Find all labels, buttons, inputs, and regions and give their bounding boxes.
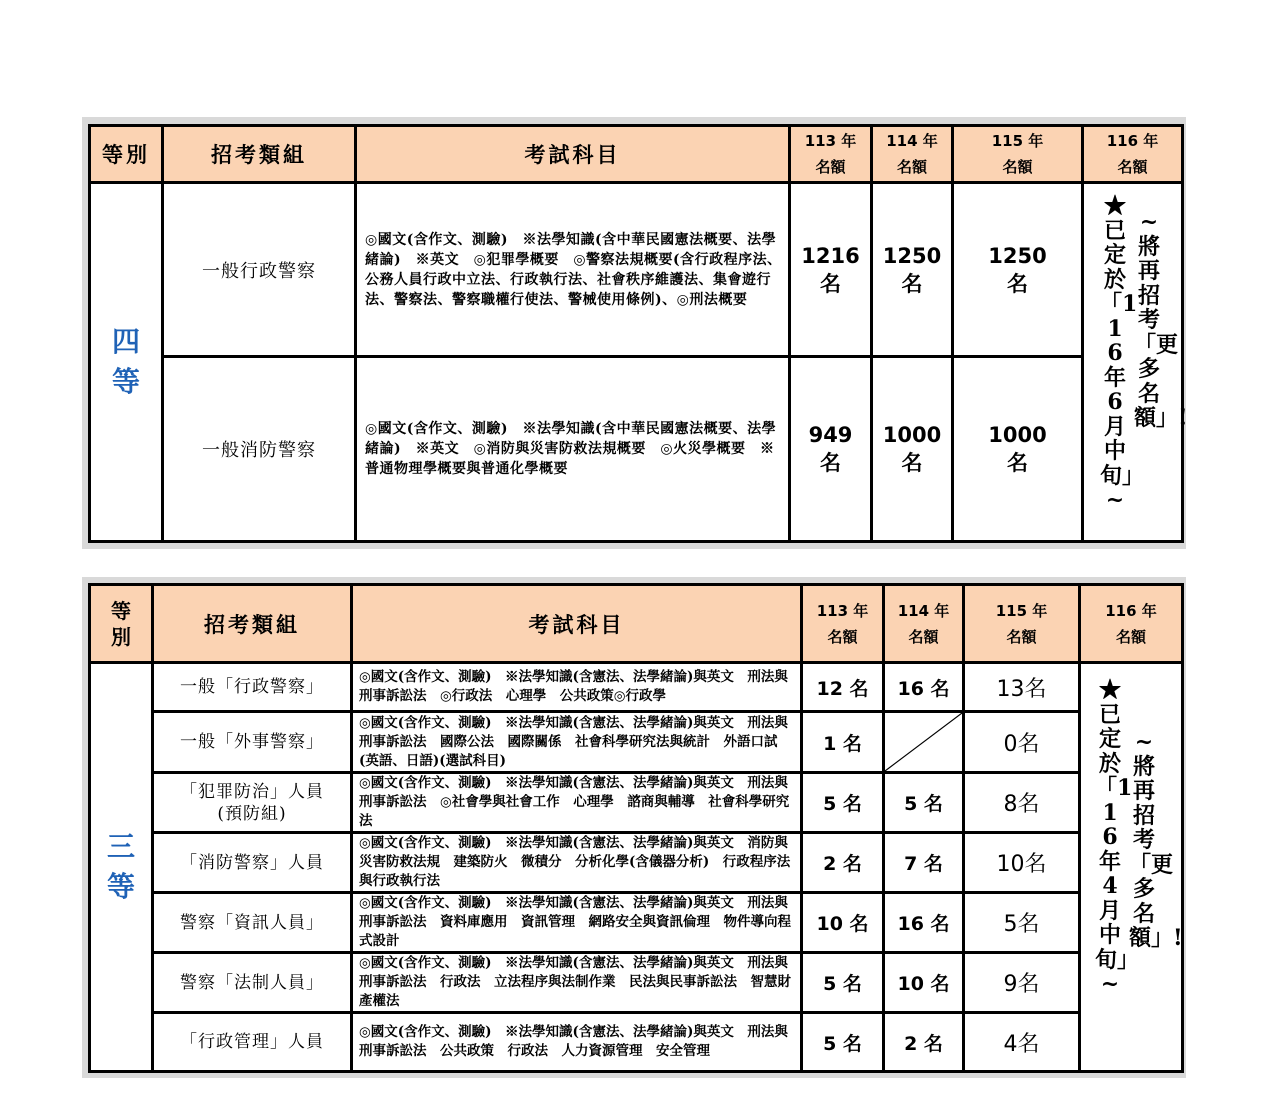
quota-113: 2 名	[802, 833, 884, 893]
quota-113: 5 名	[802, 953, 884, 1013]
subjects-cell: ◎國文(含作文、測驗) ※法學知識(含中華民國憲法概要、法學緒論) ※英文 ◎犯罪學概要 ◎警察法規概要(含行政程序法、公務人員行政中立法、行政執行法、社會秩序維護法、集會遊行法、警察法、警察職權行使法、警械使用條例)、◎刑法概要	[356, 183, 790, 357]
quota-115: 1000 名	[953, 357, 1083, 542]
quota-113: 5 名	[802, 773, 884, 833]
header-116: 116 年 名額	[1080, 585, 1183, 663]
quota-113: 10 名	[802, 893, 884, 953]
header-114: 114 年 名額	[872, 126, 953, 183]
header-116: 116 年 名額	[1083, 126, 1183, 183]
subjects-cell: ◎國文(含作文、測驗) ※法學知識(含憲法、法學緒論)與英文 消防與災害防救法規 建築防火 微積分 分析化學(含儀器分析) 行政程序法與行政執行法	[352, 833, 802, 893]
header-113: 113 年 名額	[790, 126, 872, 183]
quota-115: 1250 名	[953, 183, 1083, 357]
table3	[88, 583, 1184, 1073]
quota-114: 7 名	[884, 833, 964, 893]
quota-114: 16 名	[884, 663, 964, 712]
quota-113: 949 名	[790, 357, 872, 542]
subjects-cell: ◎國文(含作文、測驗) ※法學知識(含憲法、法學緒論)與英文 刑法與刑事訴訟法 資料庫應用 資訊管理 網路安全與資訊倫理 物件導向程式設計	[352, 893, 802, 953]
header-level: 等別	[90, 126, 163, 183]
header-subjects: 考試科目	[356, 126, 790, 183]
subjects-cell: ◎國文(含作文、測驗) ※法學知識(含中華民國憲法概要、法學緒論) ※英文 ◎消防與災害防救法規概要 ◎火災學概要 ※普通物理學概要與普通化學概要	[356, 357, 790, 542]
quota-115: 9名	[964, 953, 1080, 1013]
group-name: 一般消防警察	[163, 357, 356, 542]
quota-114-empty	[884, 712, 964, 773]
quota-113: 12 名	[802, 663, 884, 712]
quota-115: 10名	[964, 833, 1080, 893]
quota-114: 2 名	[884, 1013, 964, 1072]
quota-115: 0名	[964, 712, 1080, 773]
header-113: 113 年 名額	[802, 585, 884, 663]
quota-115: 8名	[964, 773, 1080, 833]
group-name: 一般「行政警察」	[153, 663, 352, 712]
subjects-cell: ◎國文(含作文、測驗) ※法學知識(含憲法、法學緒論)與英文 刑法與刑事訴訟法 ◎行政法 心理學 公共政策◎行政學	[352, 663, 802, 712]
subjects-cell: ◎國文(含作文、測驗) ※法學知識(含憲法、法學緒論)與英文 刑法與刑事訴訟法 ◎社會學與社會工作 心理學 諮商與輔導 社會科學研究法	[352, 773, 802, 833]
group-name: 警察「資訊人員」	[153, 893, 352, 953]
group-name: 警察「法制人員」	[153, 953, 352, 1013]
quota-116-note: ★已定於「116年4月中旬」~ ~將再招考「更多名額」!	[1080, 663, 1183, 1072]
quota-115: 13名	[964, 663, 1080, 712]
header-115: 115 年 名額	[953, 126, 1083, 183]
group-name: 一般「外事警察」	[153, 712, 352, 773]
quota-114: 5 名	[884, 773, 964, 833]
diagonal-slash	[885, 713, 962, 771]
group-name: 「行政管理」人員	[153, 1013, 352, 1072]
header-group: 招考類組	[153, 585, 352, 663]
header-group: 招考類組	[163, 126, 356, 183]
level-four: 四等	[90, 183, 163, 542]
group-name: 「消防警察」人員	[153, 833, 352, 893]
quota-115: 5名	[964, 893, 1080, 953]
subjects-cell: ◎國文(含作文、測驗) ※法學知識(含憲法、法學緒論)與英文 刑法與刑事訴訟法 行政法 立法程序與法制作業 民法與民事訴訟法 智慧財產權法	[352, 953, 802, 1013]
table4	[88, 124, 1188, 543]
subjects-cell: ◎國文(含作文、測驗) ※法學知識(含憲法、法學緒論)與英文 刑法與刑事訴訟法 國際公法 國際關係 社會科學研究法與統計 外語口試(英語、日語)(選試科目)	[352, 712, 802, 773]
quota-115: 4名	[964, 1013, 1080, 1072]
subjects-cell: ◎國文(含作文、測驗) ※法學知識(含憲法、法學緒論)與英文 刑法與刑事訴訟法 公共政策 行政法 人力資源管理 安全管理	[352, 1013, 802, 1072]
group-name: 一般行政警察	[163, 183, 356, 357]
quota-114: 1000 名	[872, 357, 953, 542]
header-114: 114 年 名額	[884, 585, 964, 663]
level-three: 三等	[90, 663, 153, 1072]
quota-114: 10 名	[884, 953, 964, 1013]
quota-113: 1 名	[802, 712, 884, 773]
quota-113: 5 名	[802, 1013, 884, 1072]
group-name: 「犯罪防治」人員 (預防組)	[153, 773, 352, 833]
quota-114: 16 名	[884, 893, 964, 953]
header-level: 等別	[90, 585, 153, 663]
quota-113: 1216 名	[790, 183, 872, 357]
header-115: 115 年 名額	[964, 585, 1080, 663]
quota-116-note: ★已定於「116年6月中旬」~ ~將再招考「更多名額」!	[1083, 183, 1183, 542]
quota-114: 1250 名	[872, 183, 953, 357]
header-subjects: 考試科目	[352, 585, 802, 663]
